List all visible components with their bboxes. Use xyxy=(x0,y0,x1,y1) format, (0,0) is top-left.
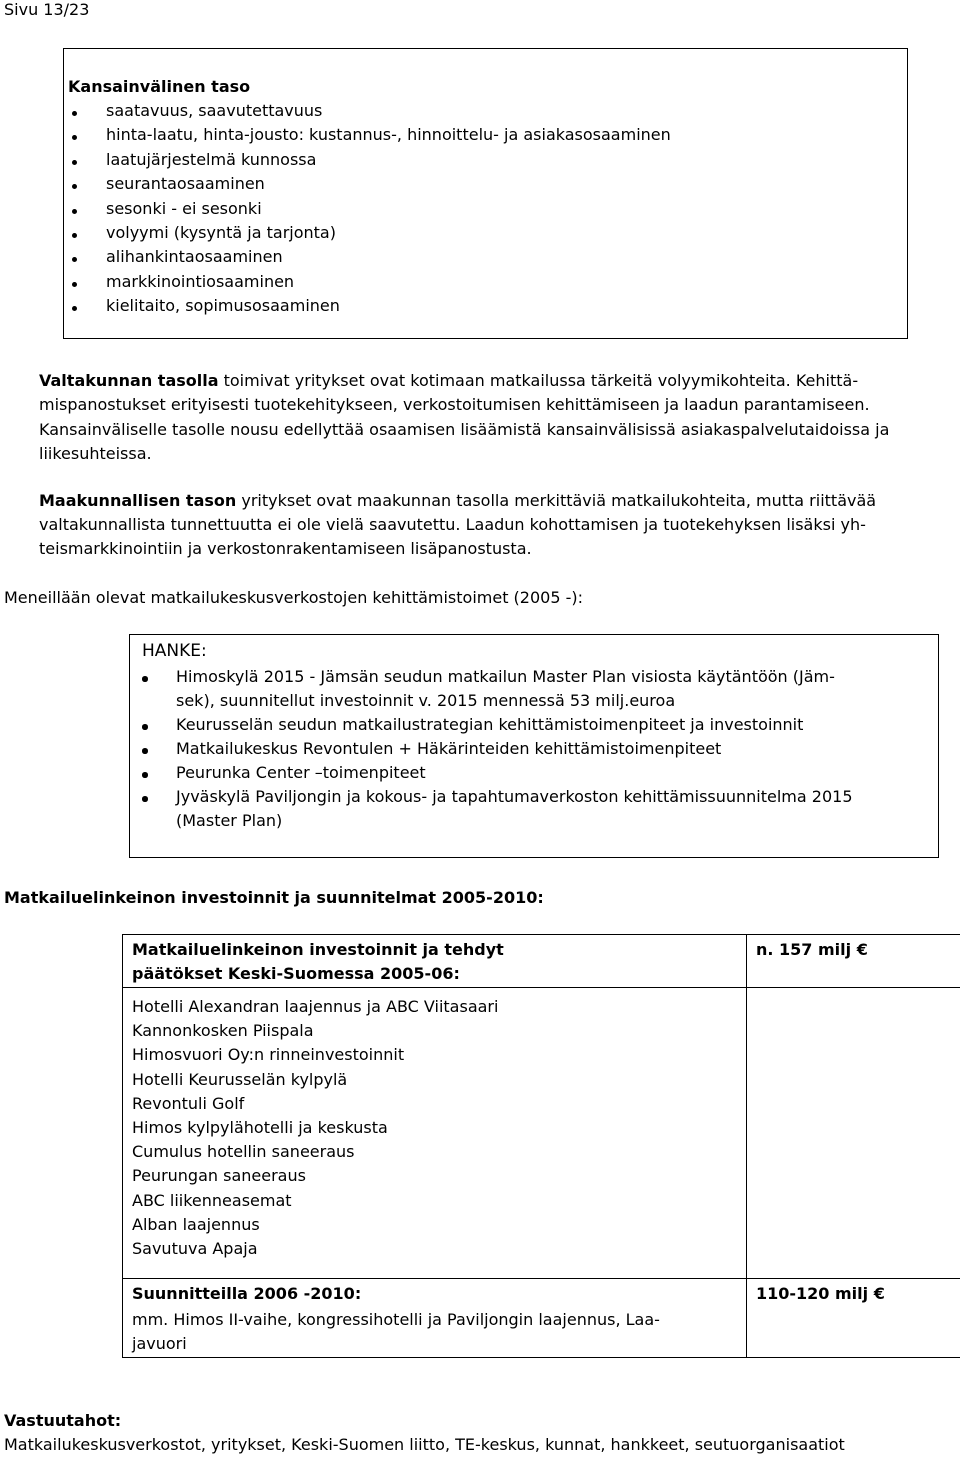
paragraph-text: yritykset ovat maakunnan tasolla merkittäviä matkailukohteita, mutta riittävää xyxy=(236,491,877,510)
table-header: päätökset Keski-Suomessa 2005-06: xyxy=(132,964,460,983)
table-row: Himos kylpylähotelli ja keskusta xyxy=(132,1118,388,1138)
project-box xyxy=(129,634,939,858)
responsible-label: Vastuutahot: xyxy=(4,1411,122,1430)
planned-label: Suunnitteilla 2006 -2010: xyxy=(132,1284,362,1303)
table-row: Himosvuori Oy:n rinneinvestoinnit xyxy=(132,1045,405,1065)
paragraph-lead: Maakunnallisen tason xyxy=(39,491,237,510)
ongoing-heading: Meneillään olevat matkailukeskusverkostojen kehittämistoimet (2005 -): xyxy=(4,588,584,607)
table-row: Cumulus hotellin saneeraus xyxy=(132,1142,355,1162)
box-heading: Kansainvälinen taso xyxy=(68,77,251,96)
box-heading: HANKE: xyxy=(142,641,207,661)
table-row: Savutuva Apaja xyxy=(132,1239,258,1259)
table-row: Alban laajennus xyxy=(132,1214,260,1234)
paragraph-text: Kansainväliselle tasolle nousu edellyttää osaamisen lisäämistä kansainvälisissä asiakaspalvelutaidoissa ja xyxy=(39,420,890,439)
table-row: Hotelli Alexandran laajennus ja ABC Viitasaari xyxy=(132,997,499,1016)
amount-planned: 110-120 milj € xyxy=(756,1284,885,1303)
project-list xyxy=(130,665,853,833)
table-header: Matkailuelinkeinon investoinnit ja tehdyt xyxy=(132,940,504,959)
paragraph-lead: Valtakunnan tasolla xyxy=(39,371,219,390)
international-level-box xyxy=(63,48,908,339)
planned-text: mm. Himos II-vaihe, kongressihotelli ja Paviljongin laajennus, Laa- xyxy=(132,1310,660,1329)
paragraph-text: mispanostukset erityisesti tuotekehitykseen, verkostoitumisen kehittämiseen ja laadun parantamiseen. xyxy=(39,395,870,414)
list-item: alihankintaosaaminen xyxy=(64,247,671,271)
euro-icon: € xyxy=(873,1284,885,1303)
paragraph-text: valtakunnallista tunnettuutta ei ole vielä saavutettu. Laadun kohottamisen ja tuotekehyksen lisäksi yh- xyxy=(39,515,866,534)
paragraph-text: teismarkkinointiin ja verkostonrakentamiseen lisäpanostusta. xyxy=(39,539,532,558)
list-item: hinta-laatu, hinta-jousto: kustannus-, hinnoittelu- ja asiakasosaaminen xyxy=(64,125,671,149)
table-row: Revontuli Golf xyxy=(132,1093,245,1113)
paragraph-text: liikesuhteissa. xyxy=(39,444,152,463)
list-item: Himoskylä 2015 - Jämsän seudun matkailun Master Plan visiosta käytäntöön (Jäm- sek), suunnitellut investoinnit v. 2015 mennessä 53 milj.euroa xyxy=(130,665,853,713)
euro-icon: € xyxy=(856,940,868,959)
table-row: Kannonkosken Piispala xyxy=(132,1021,314,1041)
list-item: Keurusselän seudun matkailustrategian kehittämistoimenpiteet ja investoinnit xyxy=(130,713,853,737)
list-item: markkinointiosaaminen xyxy=(64,272,671,296)
list-item: sesonki - ei sesonki xyxy=(64,199,671,223)
table-row: ABC liikenneasemat xyxy=(132,1190,292,1210)
list-item: volyymi (kysyntä ja tarjonta) xyxy=(64,223,671,247)
list-item: Matkailukeskus Revontulen + Häkärinteiden kehittämistoimenpiteet xyxy=(130,737,853,761)
investments-heading: Matkailuelinkeinon investoinnit ja suunnitelmat 2005-2010: xyxy=(4,888,544,907)
table-row: Hotelli Keurusselän kylpylä xyxy=(132,1069,348,1089)
paragraph-text: toimivat yritykset ovat kotimaan matkailussa tärkeitä volyymikohteita. Kehittä- xyxy=(218,371,859,390)
amount-total: n. 157 milj € xyxy=(756,940,868,959)
list-item: laatujärjestelmä kunnossa xyxy=(64,150,671,174)
list-item: Jyväskylä Paviljongin ja kokous- ja tapahtumaverkoston kehittämissuunnitelma 2015 (Master Plan) xyxy=(130,785,853,833)
list-item: seurantaosaaminen xyxy=(64,174,671,198)
responsible-text: Matkailukeskusverkostot, yritykset, Keski-Suomen liitto, TE-keskus, kunnat, hankkeet, seutuorganisaatiot xyxy=(4,1435,845,1454)
international-list xyxy=(64,101,671,321)
project-list xyxy=(132,995,498,1261)
table-row: Peurungan saneeraus xyxy=(132,1166,306,1186)
list-item: kielitaito, sopimusosaaminen xyxy=(64,296,671,320)
list-item: Peurunka Center –toimenpiteet xyxy=(130,761,853,785)
planned-text: javuori xyxy=(132,1334,187,1353)
page-number: Sivu 13/23 xyxy=(4,0,90,19)
list-item: saatavuus, saavutettavuus xyxy=(64,101,671,125)
